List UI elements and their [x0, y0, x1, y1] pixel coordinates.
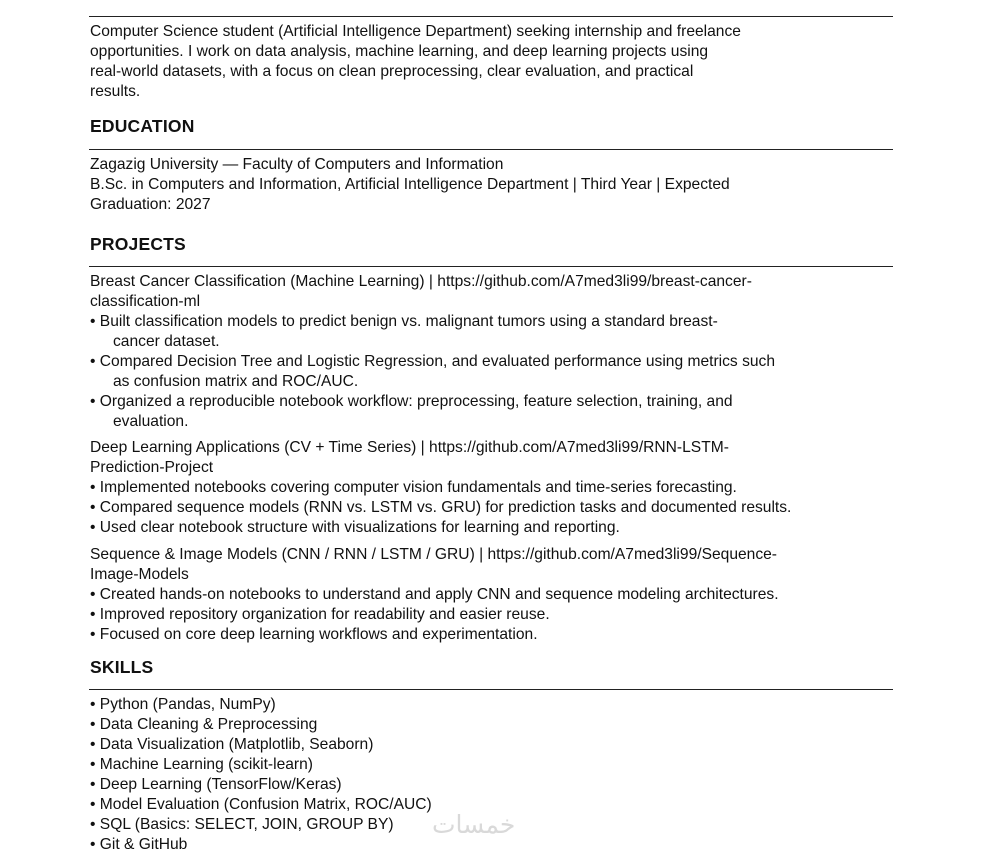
project-bullet: • Improved repository organization for readability and easier reuse.	[90, 606, 550, 623]
skill-item: • Data Visualization (Matplotlib, Seaborn)	[90, 736, 374, 753]
education-line: Zagazig University — Faculty of Computers and Information	[90, 156, 504, 173]
project-bullet: • Created hands-on notebooks to understand and apply CNN and sequence modeling architectures.	[90, 586, 779, 603]
summary-rule	[89, 16, 893, 17]
project-bullet: • Implemented notebooks covering computer vision fundamentals and time-series forecasting.	[90, 479, 737, 496]
skills-heading: SKILLS	[90, 657, 154, 677]
summary-line: real-world datasets, with a focus on clean preprocessing, clear evaluation, and practical	[90, 63, 694, 80]
project-title: Deep Learning Applications (CV + Time Series) | https://github.com/A7med3li99/RNN-LSTM-	[90, 439, 729, 456]
education-line: B.Sc. in Computers and Information, Artificial Intelligence Department | Third Year | Expected	[90, 176, 730, 193]
projects-heading: PROJECTS	[90, 234, 186, 254]
project-deep-learning	[90, 438, 850, 538]
project-sequence-image	[90, 545, 850, 645]
skills-rule	[89, 689, 893, 690]
skill-item: • Data Cleaning & Preprocessing	[90, 716, 318, 733]
project-bullet: • Compared sequence models (RNN vs. LSTM vs. GRU) for prediction tasks and documented results.	[90, 499, 792, 516]
project-bullet: • Used clear notebook structure with visualizations for learning and reporting.	[90, 519, 620, 536]
skill-item: • Deep Learning (TensorFlow/Keras)	[90, 776, 342, 793]
skill-item: • Model Evaluation (Confusion Matrix, ROC/AUC)	[90, 796, 432, 813]
project-bullet-cont: cancer dataset.	[113, 333, 220, 350]
watermark-logo: خمسات	[432, 810, 516, 839]
project-bullet: • Compared Decision Tree and Logistic Regression, and evaluated performance using metrics such	[90, 353, 776, 370]
skill-item: • Git & GitHub	[90, 836, 188, 853]
project-bullet-cont: evaluation.	[113, 413, 189, 430]
summary-line: results.	[90, 83, 141, 100]
education-rule	[89, 149, 893, 150]
summary-line: opportunities. I work on data analysis, machine learning, and deep learning projects using	[90, 43, 709, 60]
project-bullet: • Organized a reproducible notebook workflow: preprocessing, feature selection, training, and	[90, 393, 733, 410]
project-title: Breast Cancer Classification (Machine Learning) | https://github.com/A7med3li99/breast-cancer-	[90, 273, 752, 290]
skill-item: • Python (Pandas, NumPy)	[90, 696, 276, 713]
project-title: Image-Models	[90, 566, 189, 583]
skill-item: • SQL (Basics: SELECT, JOIN, GROUP BY)	[90, 816, 394, 833]
project-bullet: • Built classification models to predict benign vs. malignant tumors using a standard breast-	[90, 313, 718, 330]
education-text	[90, 155, 850, 215]
project-title: classification-ml	[90, 293, 201, 310]
education-line: Graduation: 2027	[90, 196, 211, 213]
project-title: Sequence & Image Models (CNN / RNN / LSTM / GRU) | https://github.com/A7med3li99/Sequence-	[90, 546, 778, 563]
project-bullet-cont: as confusion matrix and ROC/AUC.	[113, 373, 359, 390]
project-breast-cancer	[90, 272, 850, 432]
project-bullet: • Focused on core deep learning workflows and experimentation.	[90, 626, 538, 643]
summary-text	[90, 22, 850, 102]
project-title: Prediction-Project	[90, 459, 214, 476]
projects-rule	[89, 266, 893, 267]
skill-item: • Machine Learning (scikit-learn)	[90, 756, 313, 773]
summary-line: Computer Science student (Artificial Intelligence Department) seeking internship and freelance	[90, 23, 741, 40]
education-heading: EDUCATION	[90, 116, 195, 136]
